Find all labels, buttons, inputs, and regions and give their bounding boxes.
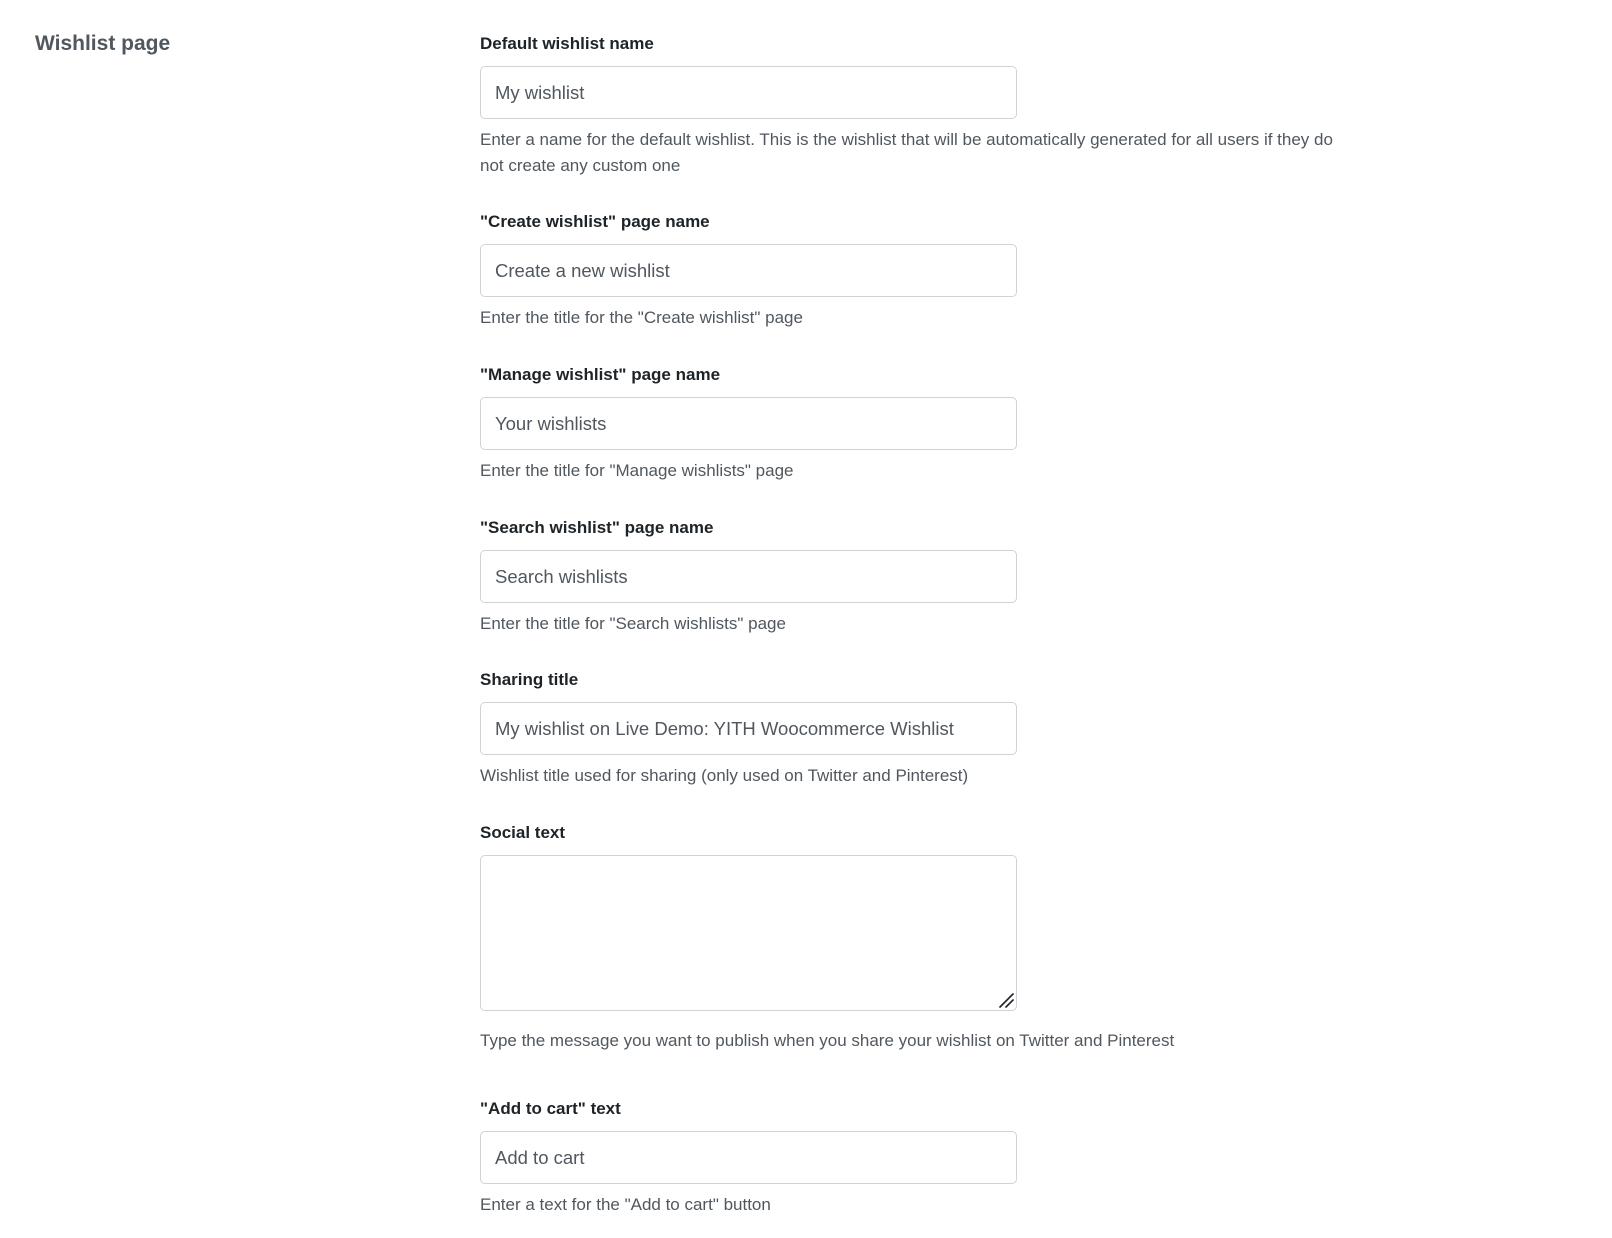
resize-handle-icon[interactable] [998, 992, 1014, 1008]
add-to-cart-text-input[interactable] [480, 1131, 1017, 1184]
manage-wishlist-page-name-input[interactable] [480, 397, 1017, 450]
search-wishlist-page-name-input[interactable] [480, 550, 1017, 603]
search-wishlist-page-name-label: "Search wishlist" page name [480, 518, 714, 537]
add-to-cart-text-label: "Add to cart" text [480, 1099, 621, 1118]
manage-wishlist-page-name-field [480, 364, 1380, 480]
create-wishlist-page-name-label: "Create wishlist" page name [480, 212, 710, 231]
section-title: Wishlist page [35, 32, 171, 55]
social-text-field [480, 822, 1380, 1050]
create-wishlist-page-name-input[interactable] [480, 244, 1017, 297]
default-wishlist-name-description: Enter a name for the default wishlist. This is the wishlist that will be automatically generated for all users if they do not create any custom one [480, 130, 1333, 175]
social-text-description: Type the message you want to publish when you share your wishlist on Twitter and Pinterest [480, 1031, 1175, 1050]
add-to-cart-text-field [480, 1098, 1380, 1214]
sharing-title-label: Sharing title [480, 670, 579, 689]
social-text-textarea[interactable] [480, 855, 1017, 1011]
create-wishlist-page-name-description: Enter the title for the "Create wishlist" page [480, 308, 803, 327]
default-wishlist-name-label: Default wishlist name [480, 34, 654, 53]
sharing-title-description: Wishlist title used for sharing (only used on Twitter and Pinterest) [480, 766, 969, 785]
add-to-cart-text-description: Enter a text for the "Add to cart" button [480, 1195, 771, 1214]
sharing-title-input[interactable] [480, 702, 1017, 755]
default-wishlist-name-field [480, 33, 1380, 175]
default-wishlist-name-input[interactable] [480, 66, 1017, 119]
search-wishlist-page-name-description: Enter the title for "Search wishlists" page [480, 614, 786, 633]
manage-wishlist-page-name-label: "Manage wishlist" page name [480, 365, 721, 384]
social-text-textarea-wrapper [480, 855, 1017, 1011]
sharing-title-field [480, 669, 1380, 785]
search-wishlist-page-name-field [480, 517, 1380, 633]
create-wishlist-page-name-field [480, 211, 1380, 327]
manage-wishlist-page-name-description: Enter the title for "Manage wishlists" page [480, 461, 794, 480]
social-text-label: Social text [480, 823, 566, 842]
